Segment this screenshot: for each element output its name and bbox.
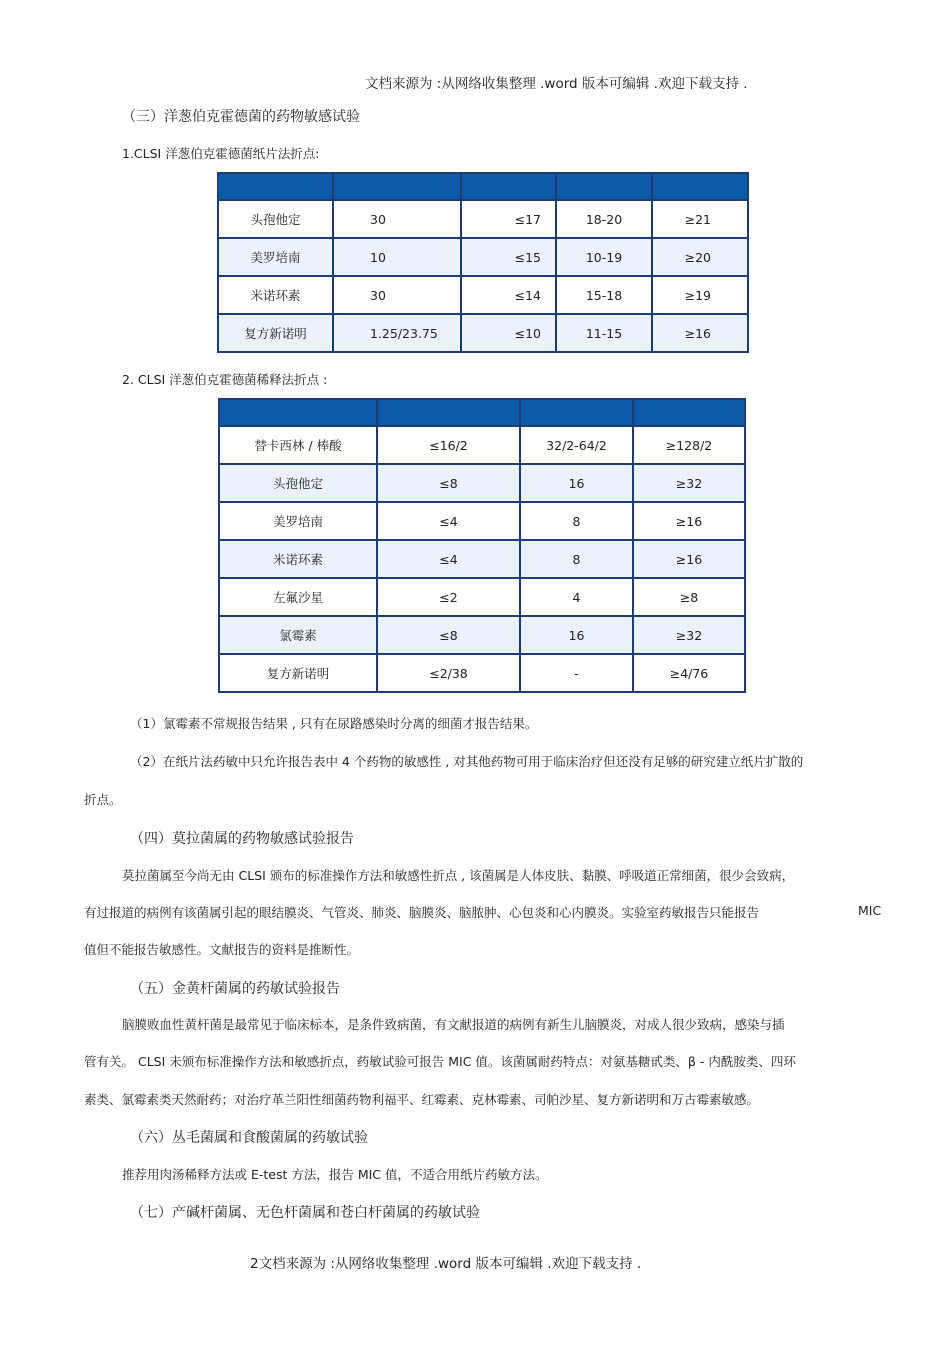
drug-name: 头孢他定: [219, 464, 377, 502]
resistant-mic: ≥16: [633, 502, 745, 540]
section-5-line-3: 素类、氯霉素类天然耐药；对治疗革兰阳性细菌药物利福平、红霉素、克林霉素、司帕沙星、复方新诺明和万古霉素敏感。: [84, 1092, 760, 1107]
table-header-row: [218, 173, 748, 200]
table-row: [219, 578, 745, 616]
section-6-title: （六）丛毛菌属和食酸菌属的药敏试验: [130, 1130, 368, 1146]
resistant-mic: ≥4/76: [633, 654, 745, 692]
disk-content: 1.25/23.75: [333, 314, 461, 352]
intermediate-mic: -: [520, 654, 633, 692]
susceptible-mic: ≤4: [377, 540, 520, 578]
drug-name: 米诺环素: [218, 276, 333, 314]
intermediate-value: 11-15: [556, 314, 652, 352]
intermediate-mic: 8: [520, 540, 633, 578]
intermediate-mic: 32/2-64/2: [520, 426, 633, 464]
section-4-line-2: 有过报道的病例有该菌属引起的眼结膜炎、气管炎、肺炎、脑膜炎、脑脓肿、心包炎和心内膜炎。实验室药敏报告只能报告: [84, 905, 760, 920]
section-6-line-1: 推荐用肉汤稀释方法或 E-test 方法，报告 MIC 值，不适合用纸片药敏方法。: [122, 1167, 548, 1182]
drug-name: 复方新诺明: [218, 314, 333, 352]
drug-name: 左氟沙星: [219, 578, 377, 616]
susceptible-mic: ≤2/38: [377, 654, 520, 692]
page-header: 文档来源为 :从网络收集整理 .word 版本可编辑 .欢迎下载支持 .: [365, 76, 748, 92]
section-4-line-3: 值但不能报告敏感性。文献报告的资料是推断性。: [84, 942, 360, 957]
section-3-title: （三）洋葱伯克霍德菌的药物敏感试验: [122, 109, 360, 125]
intermediate-mic: 8: [520, 502, 633, 540]
susceptible-value: ≥19: [652, 276, 748, 314]
disk-table-title: 1.CLSI 洋葱伯克霍德菌纸片法折点:: [122, 146, 320, 161]
susceptible-mic: ≤8: [377, 464, 520, 502]
susceptible-value: ≥21: [652, 200, 748, 238]
table-row: [219, 502, 745, 540]
drug-name: 氯霉素: [219, 616, 377, 654]
susceptible-mic: ≤16/2: [377, 426, 520, 464]
susceptible-mic: ≤8: [377, 616, 520, 654]
susceptible-value: ≥16: [652, 314, 748, 352]
note-2-line-2: 折点。: [84, 792, 122, 807]
resistant-value: ≤15: [461, 238, 556, 276]
table-row: [219, 654, 745, 692]
disk-content: 30: [333, 276, 461, 314]
note-1: （1）氯霉素不常规报告结果 , 只有在尿路感染时分离的细菌才报告结果。: [130, 716, 538, 731]
section-7-title: （七）产碱杆菌属、无色杆菌属和苍白杆菌属的药敏试验: [130, 1205, 480, 1221]
page-footer: 2文档来源为 :从网络收集整理 .word 版本可编辑 .欢迎下载支持 .: [250, 1256, 642, 1272]
susceptible-mic: ≤2: [377, 578, 520, 616]
dilution-table: [218, 398, 746, 693]
table-row: [218, 200, 748, 238]
resistant-value: ≤17: [461, 200, 556, 238]
table-row: [218, 276, 748, 314]
section-5-title: （五）金黄杆菌属的药敏试验报告: [130, 981, 340, 997]
drug-name: 替卡西林 / 棒酸: [219, 426, 377, 464]
susceptible-mic: ≤4: [377, 502, 520, 540]
table-row: [218, 238, 748, 276]
table-row: [218, 314, 748, 352]
susceptible-value: ≥20: [652, 238, 748, 276]
dilution-table-title: 2. CLSI 洋葱伯克霍德菌稀释法折点 :: [122, 372, 328, 387]
drug-name: 复方新诺明: [219, 654, 377, 692]
intermediate-value: 15-18: [556, 276, 652, 314]
table-row: [219, 426, 745, 464]
resistant-mic: ≥8: [633, 578, 745, 616]
section-4-line-2-end: MIC: [858, 903, 882, 918]
table-header-row: [219, 399, 745, 426]
resistant-value: ≤14: [461, 276, 556, 314]
intermediate-mic: 16: [520, 616, 633, 654]
resistant-mic: ≥16: [633, 540, 745, 578]
resistant-value: ≤10: [461, 314, 556, 352]
intermediate-value: 10-19: [556, 238, 652, 276]
section-5-line-1: 脑膜败血性黄杆菌是最常见于临床标本，是条件致病菌，有文献报道的病例有新生儿脑膜炎，对成人很少致病，感染与插: [122, 1017, 785, 1032]
table-row: [219, 464, 745, 502]
resistant-mic: ≥32: [633, 616, 745, 654]
resistant-mic: ≥128/2: [633, 426, 745, 464]
table-row: [219, 540, 745, 578]
disk-content: 10: [333, 238, 461, 276]
intermediate-value: 18-20: [556, 200, 652, 238]
section-4-title: （四）莫拉菌属的药物敏感试验报告: [130, 831, 354, 847]
intermediate-mic: 16: [520, 464, 633, 502]
note-2-line-1: （2）在纸片法药敏中只允许报告表中 4 个药物的敏感性 , 对其他药物可用于临床治疗但还没有足够的研究建立纸片扩散的: [130, 754, 804, 769]
drug-name: 头孢他定: [218, 200, 333, 238]
intermediate-mic: 4: [520, 578, 633, 616]
section-4-line-1: 莫拉菌属至今尚无由 CLSI 颁布的标准操作方法和敏感性折点 , 该菌属是人体皮肤、黏膜、呼吸道正常细菌，很少会致病，: [122, 868, 795, 883]
table-row: [219, 616, 745, 654]
section-5-line-2: 管有关。 CLSI 未颁布标准操作方法和敏感折点，药敏试验可报告 MIC 值。该菌属耐药特点：对氨基糖甙类、β - 内酰胺类、四环: [84, 1054, 796, 1069]
drug-name: 美罗培南: [218, 238, 333, 276]
drug-name: 美罗培南: [219, 502, 377, 540]
disk-diffusion-table: [217, 172, 749, 353]
resistant-mic: ≥32: [633, 464, 745, 502]
drug-name: 米诺环素: [219, 540, 377, 578]
disk-content: 30: [333, 200, 461, 238]
